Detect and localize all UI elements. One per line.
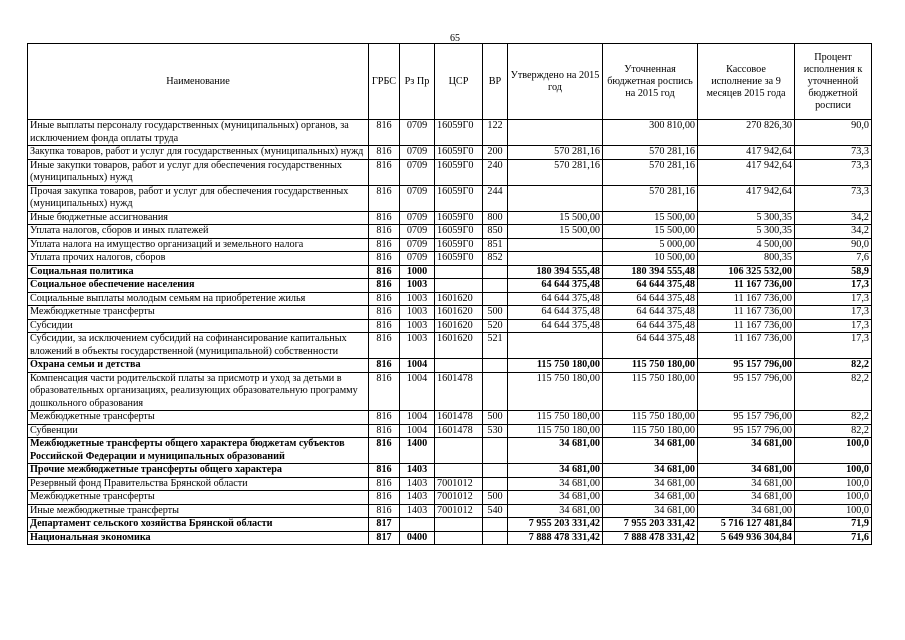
cell-refined: 115 750 180,00	[603, 424, 698, 438]
table-row	[28, 159, 872, 185]
cell-name: Межбюджетные трансферты	[28, 306, 369, 320]
table-row	[28, 359, 872, 373]
cell-cash: 5 716 127 481,84	[698, 518, 795, 532]
cell-percent: 100,0	[795, 491, 872, 505]
cell-cash: 11 167 736,00	[698, 279, 795, 293]
cell-vr: 500	[483, 411, 508, 425]
cell-rzpr: 1403	[400, 504, 435, 518]
cell-csr	[435, 279, 483, 293]
table-row	[28, 185, 872, 211]
cell-grbs: 816	[369, 279, 400, 293]
cell-refined: 570 281,16	[603, 146, 698, 160]
cell-refined: 34 681,00	[603, 438, 698, 464]
cell-cash: 417 942,64	[698, 159, 795, 185]
cell-percent: 100,0	[795, 464, 872, 478]
cell-csr: 16059Г0	[435, 252, 483, 266]
cell-grbs: 816	[369, 477, 400, 491]
cell-rzpr: 1004	[400, 359, 435, 373]
cell-refined: 300 810,00	[603, 120, 698, 146]
cell-vr	[483, 292, 508, 306]
cell-percent: 100,0	[795, 477, 872, 491]
cell-cash: 4 500,00	[698, 238, 795, 252]
cell-percent: 82,2	[795, 372, 872, 411]
cell-grbs: 816	[369, 359, 400, 373]
cell-refined: 5 000,00	[603, 238, 698, 252]
cell-csr: 1601620	[435, 333, 483, 359]
cell-grbs: 816	[369, 238, 400, 252]
cell-rzpr: 1004	[400, 372, 435, 411]
cell-approved: 7 955 203 331,42	[508, 518, 603, 532]
cell-rzpr: 1403	[400, 491, 435, 505]
cell-name: Охрана семьи и детства	[28, 359, 369, 373]
cell-cash: 270 826,30	[698, 120, 795, 146]
cell-name: Уплата прочих налогов, сборов	[28, 252, 369, 266]
table-row	[28, 424, 872, 438]
cell-vr: 200	[483, 146, 508, 160]
table-row	[28, 292, 872, 306]
cell-name: Субвенции	[28, 424, 369, 438]
cell-percent: 34,2	[795, 211, 872, 225]
cell-cash: 417 942,64	[698, 185, 795, 211]
cell-percent: 71,6	[795, 531, 872, 545]
cell-rzpr: 0709	[400, 146, 435, 160]
cell-csr	[435, 359, 483, 373]
table-row	[28, 319, 872, 333]
cell-percent: 82,2	[795, 424, 872, 438]
cell-percent: 100,0	[795, 504, 872, 518]
cell-percent: 17,3	[795, 292, 872, 306]
cell-grbs: 816	[369, 146, 400, 160]
cell-grbs: 816	[369, 464, 400, 478]
cell-percent: 73,3	[795, 185, 872, 211]
cell-cash: 95 157 796,00	[698, 372, 795, 411]
cell-name: Межбюджетные трансферты	[28, 411, 369, 425]
cell-approved: 64 644 375,48	[508, 292, 603, 306]
cell-approved: 7 888 478 331,42	[508, 531, 603, 545]
cell-approved: 180 394 555,48	[508, 265, 603, 279]
cell-cash: 34 681,00	[698, 504, 795, 518]
cell-name: Социальные выплаты молодым семьям на приобретение жилья	[28, 292, 369, 306]
cell-cash: 11 167 736,00	[698, 319, 795, 333]
table-row	[28, 491, 872, 505]
cell-vr: 520	[483, 319, 508, 333]
cell-refined: 15 500,00	[603, 211, 698, 225]
cell-refined: 7 888 478 331,42	[603, 531, 698, 545]
cell-vr	[483, 279, 508, 293]
cell-approved	[508, 185, 603, 211]
table-row	[28, 211, 872, 225]
cell-rzpr: 1004	[400, 411, 435, 425]
cell-csr: 1601478	[435, 372, 483, 411]
cell-approved: 115 750 180,00	[508, 411, 603, 425]
cell-percent: 71,9	[795, 518, 872, 532]
cell-refined: 570 281,16	[603, 159, 698, 185]
cell-vr: 540	[483, 504, 508, 518]
cell-approved: 34 681,00	[508, 477, 603, 491]
cell-cash: 5 300,35	[698, 225, 795, 239]
cell-grbs: 817	[369, 518, 400, 532]
cell-percent: 17,3	[795, 333, 872, 359]
table-row	[28, 477, 872, 491]
cell-approved: 115 750 180,00	[508, 372, 603, 411]
cell-cash: 11 167 736,00	[698, 306, 795, 320]
cell-name: Департамент сельского хозяйства Брянской области	[28, 518, 369, 532]
table-row	[28, 504, 872, 518]
cell-grbs: 816	[369, 372, 400, 411]
cell-csr: 1601620	[435, 306, 483, 320]
cell-grbs: 816	[369, 185, 400, 211]
cell-name: Компенсация части родительской платы за присмотр и уход за детьми в образовательных организациях, реализующих образовательную программу дошкольного образования	[28, 372, 369, 411]
cell-csr: 7001012	[435, 504, 483, 518]
cell-name: Резервный фонд Правительства Брянской области	[28, 477, 369, 491]
cell-grbs: 816	[369, 424, 400, 438]
cell-vr	[483, 464, 508, 478]
cell-rzpr: 1003	[400, 292, 435, 306]
table-header-row	[28, 44, 872, 120]
cell-vr: 530	[483, 424, 508, 438]
cell-vr	[483, 265, 508, 279]
cell-approved	[508, 120, 603, 146]
table-row	[28, 225, 872, 239]
cell-refined: 64 644 375,48	[603, 279, 698, 293]
cell-approved: 570 281,16	[508, 159, 603, 185]
cell-grbs: 816	[369, 252, 400, 266]
cell-csr: 1601620	[435, 319, 483, 333]
cell-name: Социальное обеспечение населения	[28, 279, 369, 293]
cell-percent: 17,3	[795, 279, 872, 293]
cell-vr	[483, 531, 508, 545]
cell-csr	[435, 265, 483, 279]
cell-rzpr: 1003	[400, 319, 435, 333]
cell-approved	[508, 252, 603, 266]
cell-rzpr: 1003	[400, 306, 435, 320]
table-row	[28, 372, 872, 411]
cell-rzpr: 0709	[400, 185, 435, 211]
cell-vr	[483, 518, 508, 532]
cell-approved	[508, 238, 603, 252]
cell-cash: 95 157 796,00	[698, 359, 795, 373]
cell-grbs: 816	[369, 306, 400, 320]
cell-approved: 34 681,00	[508, 464, 603, 478]
cell-approved: 570 281,16	[508, 146, 603, 160]
cell-approved	[508, 333, 603, 359]
cell-csr: 16059Г0	[435, 146, 483, 160]
cell-grbs: 816	[369, 225, 400, 239]
cell-grbs: 816	[369, 438, 400, 464]
cell-rzpr: 1003	[400, 333, 435, 359]
header-cash: Кассовое исполнение за 9 месяцев 2015 года	[698, 44, 795, 120]
cell-grbs: 816	[369, 411, 400, 425]
cell-vr: 852	[483, 252, 508, 266]
cell-csr	[435, 438, 483, 464]
cell-percent: 82,2	[795, 359, 872, 373]
cell-percent: 7,6	[795, 252, 872, 266]
cell-csr	[435, 464, 483, 478]
cell-name: Иные бюджетные ассигнования	[28, 211, 369, 225]
cell-refined: 570 281,16	[603, 185, 698, 211]
table-row	[28, 333, 872, 359]
cell-vr	[483, 372, 508, 411]
cell-rzpr: 1003	[400, 279, 435, 293]
cell-csr: 1601478	[435, 424, 483, 438]
cell-refined: 15 500,00	[603, 225, 698, 239]
cell-csr: 1601478	[435, 411, 483, 425]
cell-approved: 34 681,00	[508, 504, 603, 518]
table-row	[28, 238, 872, 252]
cell-rzpr: 0709	[400, 159, 435, 185]
cell-cash: 34 681,00	[698, 477, 795, 491]
cell-vr: 521	[483, 333, 508, 359]
header-percent: Процент исполнения к уточненной бюджетной росписи	[795, 44, 872, 120]
cell-rzpr: 1004	[400, 424, 435, 438]
cell-csr: 16059Г0	[435, 120, 483, 146]
cell-grbs: 816	[369, 333, 400, 359]
cell-percent: 34,2	[795, 225, 872, 239]
cell-grbs: 816	[369, 159, 400, 185]
cell-grbs: 816	[369, 292, 400, 306]
header-name: Наименование	[28, 44, 369, 120]
cell-rzpr: 1403	[400, 464, 435, 478]
cell-name: Иные межбюджетные трансферты	[28, 504, 369, 518]
cell-approved: 34 681,00	[508, 438, 603, 464]
cell-name: Уплата налогов, сборов и иных платежей	[28, 225, 369, 239]
cell-rzpr: 1403	[400, 477, 435, 491]
cell-approved: 15 500,00	[508, 225, 603, 239]
table-row	[28, 306, 872, 320]
page-number: 65	[450, 33, 460, 44]
cell-refined: 64 644 375,48	[603, 333, 698, 359]
table-row	[28, 146, 872, 160]
cell-refined: 34 681,00	[603, 477, 698, 491]
cell-approved: 64 644 375,48	[508, 279, 603, 293]
cell-rzpr: 1000	[400, 265, 435, 279]
cell-name: Прочие межбюджетные трансферты общего характера	[28, 464, 369, 478]
cell-grbs: 816	[369, 211, 400, 225]
cell-name: Прочая закупка товаров, работ и услуг для обеспечения государственных (муниципальных) нужд	[28, 185, 369, 211]
cell-rzpr: 0709	[400, 225, 435, 239]
cell-csr: 16059Г0	[435, 225, 483, 239]
cell-csr: 1601620	[435, 292, 483, 306]
table-row	[28, 120, 872, 146]
cell-refined: 180 394 555,48	[603, 265, 698, 279]
cell-refined: 115 750 180,00	[603, 411, 698, 425]
cell-vr: 500	[483, 306, 508, 320]
cell-name: Закупка товаров, работ и услуг для государственных (муниципальных) нужд	[28, 146, 369, 160]
table-row	[28, 252, 872, 266]
cell-cash: 34 681,00	[698, 491, 795, 505]
header-grbs: ГРБС	[369, 44, 400, 120]
cell-refined: 64 644 375,48	[603, 292, 698, 306]
cell-percent: 82,2	[795, 411, 872, 425]
cell-refined: 115 750 180,00	[603, 359, 698, 373]
cell-grbs: 816	[369, 504, 400, 518]
cell-refined: 10 500,00	[603, 252, 698, 266]
budget-execution-table	[27, 43, 872, 545]
cell-cash: 800,35	[698, 252, 795, 266]
cell-rzpr: 0709	[400, 120, 435, 146]
cell-cash: 106 325 532,00	[698, 265, 795, 279]
cell-approved: 115 750 180,00	[508, 359, 603, 373]
cell-name: Уплата налога на имущество организаций и земельного налога	[28, 238, 369, 252]
cell-percent: 17,3	[795, 319, 872, 333]
table-row	[28, 464, 872, 478]
cell-csr: 16059Г0	[435, 211, 483, 225]
header-rzpr: Рз Пр	[400, 44, 435, 120]
cell-vr	[483, 438, 508, 464]
table-row	[28, 279, 872, 293]
cell-vr: 244	[483, 185, 508, 211]
cell-grbs: 816	[369, 491, 400, 505]
cell-vr	[483, 477, 508, 491]
cell-csr	[435, 531, 483, 545]
cell-cash: 5 300,35	[698, 211, 795, 225]
cell-grbs: 817	[369, 531, 400, 545]
cell-percent: 73,3	[795, 159, 872, 185]
cell-cash: 34 681,00	[698, 464, 795, 478]
cell-percent: 73,3	[795, 146, 872, 160]
cell-approved: 64 644 375,48	[508, 319, 603, 333]
cell-name: Межбюджетные трансферты общего характера бюджетам субъектов Российской Федерации и муниципальных образований	[28, 438, 369, 464]
cell-grbs: 816	[369, 319, 400, 333]
cell-percent: 100,0	[795, 438, 872, 464]
cell-csr: 7001012	[435, 477, 483, 491]
cell-cash: 34 681,00	[698, 438, 795, 464]
cell-vr: 850	[483, 225, 508, 239]
cell-csr: 16059Г0	[435, 238, 483, 252]
cell-percent: 90,0	[795, 120, 872, 146]
cell-vr: 240	[483, 159, 508, 185]
header-csr: ЦСР	[435, 44, 483, 120]
cell-refined: 34 681,00	[603, 491, 698, 505]
cell-csr: 16059Г0	[435, 159, 483, 185]
cell-vr: 800	[483, 211, 508, 225]
cell-rzpr: 0400	[400, 531, 435, 545]
table-row	[28, 265, 872, 279]
table-row	[28, 411, 872, 425]
cell-csr	[435, 518, 483, 532]
cell-refined: 64 644 375,48	[603, 306, 698, 320]
header-refined: Уточненная бюджетная роспись на 2015 год	[603, 44, 698, 120]
cell-name: Субсидии, за исключением субсидий на софинансирование капитальных вложений в объекты государственной (муниципальной) собственности	[28, 333, 369, 359]
cell-name: Национальная экономика	[28, 531, 369, 545]
cell-approved: 115 750 180,00	[508, 424, 603, 438]
cell-name: Межбюджетные трансферты	[28, 491, 369, 505]
cell-approved: 34 681,00	[508, 491, 603, 505]
cell-cash: 11 167 736,00	[698, 333, 795, 359]
cell-refined: 7 955 203 331,42	[603, 518, 698, 532]
cell-vr	[483, 359, 508, 373]
cell-percent: 58,9	[795, 265, 872, 279]
cell-cash: 95 157 796,00	[698, 424, 795, 438]
cell-csr: 7001012	[435, 491, 483, 505]
cell-vr: 851	[483, 238, 508, 252]
cell-name: Субсидии	[28, 319, 369, 333]
cell-percent: 17,3	[795, 306, 872, 320]
cell-percent: 90,0	[795, 238, 872, 252]
cell-cash: 11 167 736,00	[698, 292, 795, 306]
cell-rzpr: 0709	[400, 252, 435, 266]
cell-csr: 16059Г0	[435, 185, 483, 211]
cell-vr: 122	[483, 120, 508, 146]
cell-rzpr: 0709	[400, 211, 435, 225]
table-row	[28, 438, 872, 464]
header-approved: Утверждено на 2015 год	[508, 44, 603, 120]
cell-name: Социальная политика	[28, 265, 369, 279]
cell-rzpr	[400, 518, 435, 532]
cell-rzpr: 1400	[400, 438, 435, 464]
cell-refined: 115 750 180,00	[603, 372, 698, 411]
cell-name: Иные выплаты персоналу государственных (муниципальных) органов, за исключением фонда оплаты труда	[28, 120, 369, 146]
cell-rzpr: 0709	[400, 238, 435, 252]
table-row	[28, 518, 872, 532]
cell-refined: 64 644 375,48	[603, 319, 698, 333]
cell-grbs: 816	[369, 265, 400, 279]
cell-grbs: 816	[369, 120, 400, 146]
cell-refined: 34 681,00	[603, 464, 698, 478]
cell-approved: 15 500,00	[508, 211, 603, 225]
cell-cash: 417 942,64	[698, 146, 795, 160]
cell-refined: 34 681,00	[603, 504, 698, 518]
table-row	[28, 531, 872, 545]
cell-cash: 95 157 796,00	[698, 411, 795, 425]
cell-vr: 500	[483, 491, 508, 505]
header-vr: ВР	[483, 44, 508, 120]
cell-cash: 5 649 936 304,84	[698, 531, 795, 545]
cell-name: Иные закупки товаров, работ и услуг для обеспечения государственных (муниципальных) нужд	[28, 159, 369, 185]
cell-approved: 64 644 375,48	[508, 306, 603, 320]
